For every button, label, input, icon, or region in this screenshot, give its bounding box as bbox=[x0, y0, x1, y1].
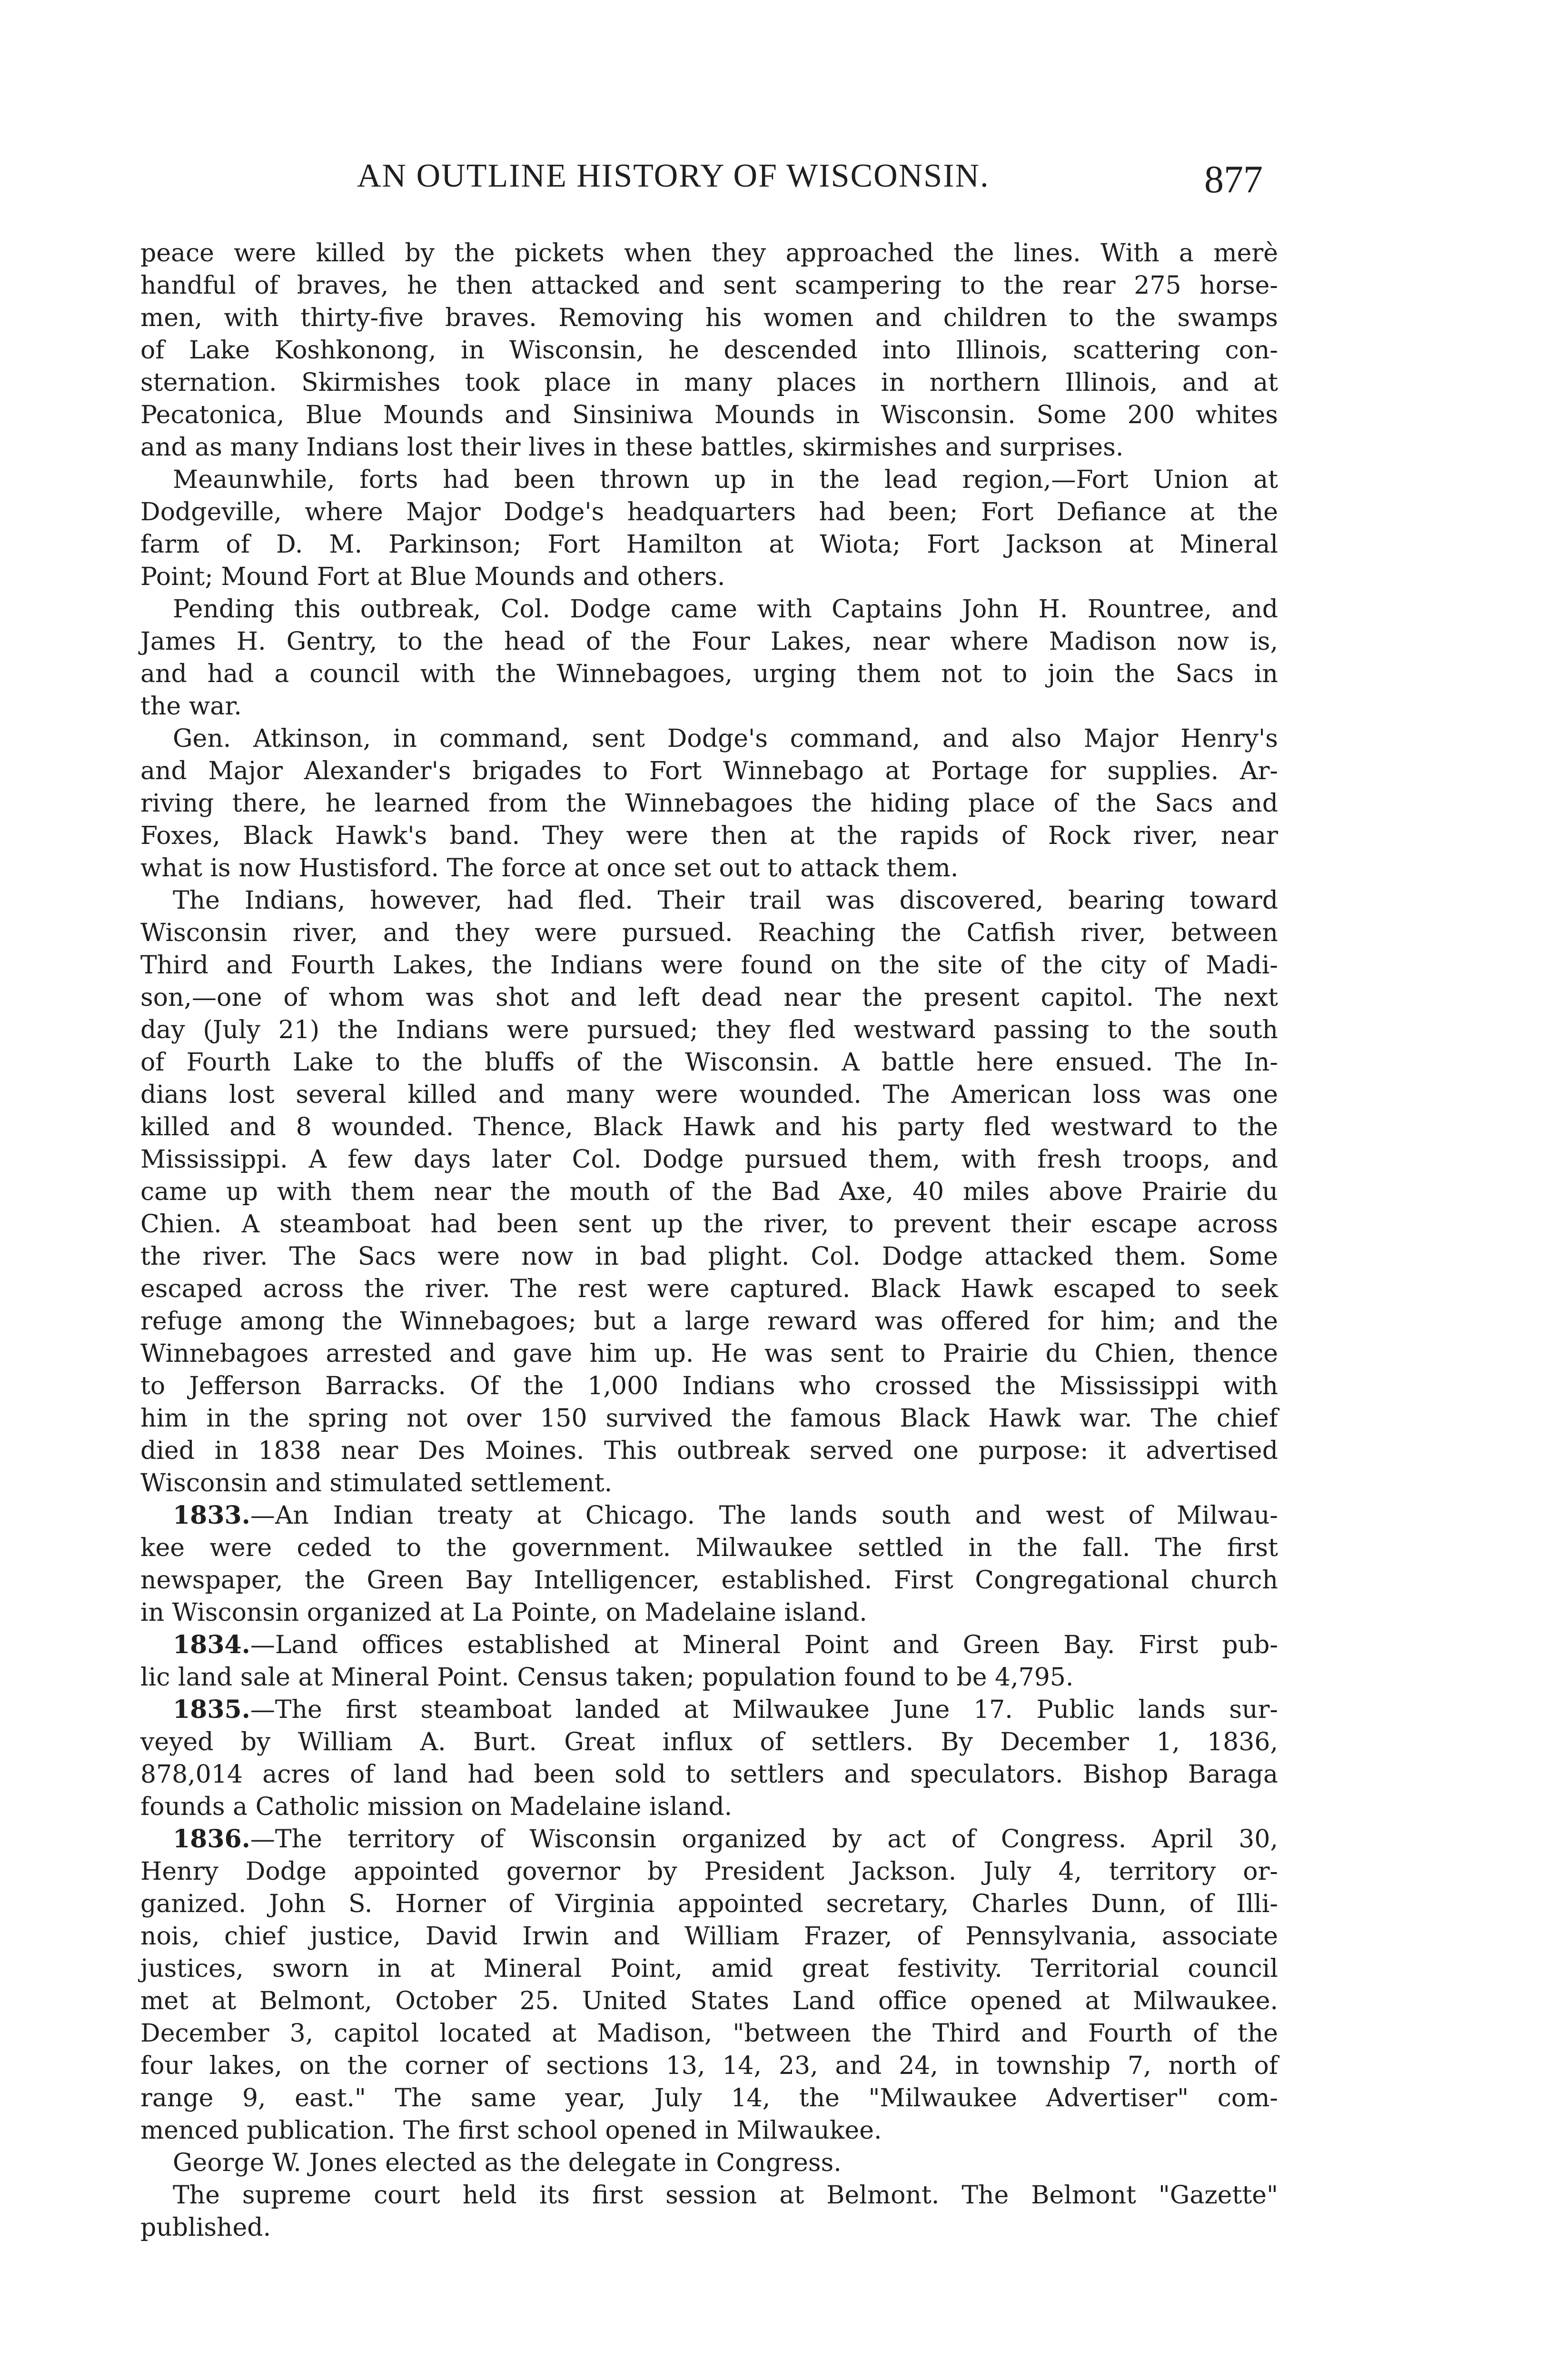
text-line bbox=[140, 2082, 1278, 2114]
text-line bbox=[140, 1694, 1278, 1726]
line-text: The supreme court held its first session at Belmont. The Belmont "Gazette" bbox=[173, 2181, 1278, 2210]
line-text: menced publication. The first school opened in Milwaukee. bbox=[140, 2116, 882, 2145]
year-heading: 1835. bbox=[173, 1695, 250, 1724]
text-line bbox=[140, 1661, 1278, 1694]
text-line bbox=[140, 399, 1278, 431]
text-line bbox=[140, 1597, 1278, 1629]
line-text: justices, sworn in at Mineral Point, amid great festivity. Territorial council bbox=[140, 1954, 1278, 1983]
text-line bbox=[140, 334, 1278, 367]
text-line bbox=[140, 1953, 1278, 1985]
text-line bbox=[140, 884, 1278, 917]
line-text: nois, chief justice, David Irwin and William Frazer, of Pennsylvania, associate bbox=[140, 1922, 1278, 1951]
line-text: Third and Fourth Lakes, the Indians were found on the site of the city of Madi- bbox=[140, 951, 1278, 980]
line-text: and as many Indians lost their lives in these battles, skirmishes and surprises. bbox=[140, 433, 1124, 462]
line-text: Foxes, Black Hawk's band. They were then at the rapids of Rock river, near bbox=[140, 822, 1278, 850]
text-line bbox=[140, 690, 1278, 723]
text-line bbox=[140, 464, 1278, 496]
text-line bbox=[140, 1435, 1278, 1467]
line-text: Mississippi. A few days later Col. Dodge pursued them, with fresh troops, and bbox=[140, 1145, 1278, 1174]
line-text: four lakes, on the corner of sections 13, 14, 23, and 24, in township 7, north of bbox=[140, 2052, 1278, 2080]
text-line bbox=[140, 1823, 1278, 1855]
line-text: Dodgeville, where Major Dodge's headquarters had been; Fort Defiance at the bbox=[140, 498, 1278, 526]
running-title: AN OUTLINE HISTORY OF WISCONSIN. bbox=[357, 158, 990, 194]
line-text: Pending this outbreak, Col. Dodge came with Captains John H. Rountree, and bbox=[173, 595, 1278, 624]
line-text: men, with thirty-five braves. Removing his women and children to the swamps bbox=[140, 304, 1278, 332]
text-line bbox=[140, 1273, 1278, 1305]
line-text: veyed by William A. Burt. Great influx of settlers. By December 1, 1836, bbox=[140, 1728, 1278, 1756]
text-line bbox=[140, 2211, 1278, 2244]
text-line bbox=[140, 431, 1278, 464]
line-text: Chien. A steamboat had been sent up the river, to prevent their escape across bbox=[140, 1210, 1278, 1239]
text-line bbox=[140, 367, 1278, 399]
text-line bbox=[140, 593, 1278, 625]
line-text: and Major Alexander's brigades to Fort Winnebago at Portage for supplies. Ar- bbox=[140, 757, 1278, 785]
line-text: Meaunwhile, forts had been thrown up in the lead region,—Fort Union at bbox=[173, 466, 1278, 494]
text-line bbox=[140, 561, 1278, 593]
line-text: lic land sale at Mineral Point. Census taken; population found to be 4,795. bbox=[140, 1663, 1074, 1692]
text-line bbox=[140, 1726, 1278, 1758]
line-text: what is now Hustisford. The force at once set out to attack them. bbox=[140, 854, 959, 883]
line-text: killed and 8 wounded. Thence, Black Hawk and his party fled westward to the bbox=[140, 1113, 1278, 1141]
line-text: Henry Dodge appointed governor by President Jackson. July 4, territory or- bbox=[140, 1857, 1278, 1886]
text-line bbox=[140, 949, 1278, 982]
text-line bbox=[140, 625, 1278, 658]
line-text: George W. Jones elected as the delegate in Congress. bbox=[173, 2149, 842, 2177]
text-line bbox=[140, 237, 1278, 269]
line-text: met at Belmont, October 25. United States Land office opened at Milwaukee. bbox=[140, 1987, 1278, 2015]
text-line bbox=[140, 1208, 1278, 1240]
line-text: to Jefferson Barracks. Of the 1,000 Indians who crossed the Mississippi with bbox=[140, 1372, 1278, 1400]
text-line bbox=[140, 1888, 1278, 1920]
line-text: him in the spring not over 150 survived the famous Black Hawk war. The chief bbox=[140, 1404, 1278, 1433]
text-line bbox=[140, 496, 1278, 528]
line-text: Wisconsin river, and they were pursued. Reaching the Catfish river, between bbox=[140, 919, 1278, 947]
text-line bbox=[140, 1467, 1278, 1499]
line-text: escaped across the river. The rest were captured. Black Hawk escaped to seek bbox=[140, 1275, 1278, 1303]
line-text: in Wisconsin organized at La Pointe, on Madelaine island. bbox=[140, 1598, 867, 1627]
line-text: refuge among the Winnebagoes; but a large reward was offered for him; and the bbox=[140, 1307, 1278, 1336]
line-text: the war. bbox=[140, 692, 242, 721]
text-line bbox=[140, 302, 1278, 334]
text-line bbox=[140, 2050, 1278, 2082]
line-text: and had a council with the Winnebagoes, urging them not to join the Sacs in bbox=[140, 660, 1278, 688]
text-line bbox=[140, 528, 1278, 561]
text-line bbox=[140, 2114, 1278, 2147]
text-line bbox=[140, 1370, 1278, 1402]
text-line bbox=[140, 1111, 1278, 1143]
line-text: —The territory of Wisconsin organized by act of Congress. April 30, bbox=[250, 1825, 1278, 1854]
text-line bbox=[140, 1855, 1278, 1888]
line-text: son,—one of whom was shot and left dead near the present capitol. The next bbox=[140, 983, 1278, 1012]
year-heading: 1834. bbox=[173, 1630, 250, 1659]
line-text: farm of D. M. Parkinson; Fort Hamilton at Wiota; Fort Jackson at Mineral bbox=[140, 530, 1278, 559]
line-text: Gen. Atkinson, in command, sent Dodge's command, and also Major Henry's bbox=[173, 724, 1278, 753]
text-line bbox=[140, 1499, 1278, 1532]
line-text: newspaper, the Green Bay Intelligencer, established. First Congregational church bbox=[140, 1566, 1278, 1595]
text-line bbox=[140, 269, 1278, 302]
text-line bbox=[140, 1564, 1278, 1597]
line-text: 878,014 acres of land had been sold to settlers and speculators. Bishop Baraga bbox=[140, 1760, 1278, 1789]
line-text: founds a Catholic mission on Madelaine island. bbox=[140, 1793, 733, 1821]
text-line bbox=[140, 755, 1278, 787]
text-line bbox=[140, 1014, 1278, 1046]
text-line bbox=[140, 1629, 1278, 1661]
text-line bbox=[140, 1079, 1278, 1111]
text-line bbox=[140, 2147, 1278, 2179]
text-line bbox=[140, 1920, 1278, 1953]
text-line bbox=[140, 917, 1278, 949]
line-text: sternation. Skirmishes took place in many places in northern Illinois, and at bbox=[140, 368, 1278, 397]
text-line bbox=[140, 2017, 1278, 2050]
text-line bbox=[140, 1305, 1278, 1338]
line-text: Wisconsin and stimulated settlement. bbox=[140, 1469, 613, 1497]
page-number: 877 bbox=[1204, 158, 1263, 201]
line-text: —An Indian treaty at Chicago. The lands south and west of Milwau- bbox=[250, 1501, 1278, 1530]
line-text: came up with them near the mouth of the Bad Axe, 40 miles above Prairie du bbox=[140, 1178, 1278, 1206]
text-line bbox=[140, 820, 1278, 852]
line-text: riving there, he learned from the Winnebagoes the hiding place of the Sacs and bbox=[140, 789, 1278, 818]
text-line bbox=[140, 2179, 1278, 2211]
text-line bbox=[140, 1338, 1278, 1370]
year-heading: 1833. bbox=[173, 1501, 250, 1530]
text-line bbox=[140, 787, 1278, 820]
line-text: range 9, east." The same year, July 14, the "Milwaukee Advertiser" com- bbox=[140, 2084, 1278, 2112]
line-text: peace were killed by the pickets when they approached the lines. With a merè bbox=[140, 239, 1278, 268]
line-text: of Fourth Lake to the bluffs of the Wisconsin. A battle here ensued. The In- bbox=[140, 1048, 1278, 1077]
year-heading: 1836. bbox=[173, 1825, 250, 1854]
text-line bbox=[140, 1758, 1278, 1791]
text-line bbox=[140, 1143, 1278, 1176]
text-line bbox=[140, 1532, 1278, 1564]
text-line bbox=[140, 1046, 1278, 1079]
line-text: dians lost several killed and many were wounded. The American loss was one bbox=[140, 1081, 1278, 1109]
line-text: died in 1838 near Des Moines. This outbreak served one purpose: it advertised bbox=[140, 1437, 1278, 1465]
text-line bbox=[140, 1791, 1278, 1823]
line-text: of Lake Koshkonong, in Wisconsin, he descended into Illinois, scattering con- bbox=[140, 336, 1278, 365]
line-text: —Land offices established at Mineral Point and Green Bay. First pub- bbox=[250, 1631, 1278, 1659]
line-text: December 3, capitol located at Madison, "between the Third and Fourth of the bbox=[140, 2019, 1278, 2048]
text-line bbox=[140, 1402, 1278, 1435]
line-text: handful of braves, he then attacked and sent scampering to the rear 275 horse- bbox=[140, 271, 1278, 300]
line-text: ganized. John S. Horner of Virginia appointed secretary, Charles Dunn, of Illi- bbox=[140, 1890, 1278, 1918]
text-line bbox=[140, 1240, 1278, 1273]
line-text: Winnebagoes arrested and gave him up. He was sent to Prairie du Chien, thence bbox=[140, 1339, 1278, 1368]
text-line bbox=[140, 1176, 1278, 1208]
text-line bbox=[140, 723, 1278, 755]
line-text: kee were ceded to the government. Milwaukee settled in the fall. The first bbox=[140, 1534, 1278, 1562]
page-header bbox=[143, 157, 1285, 209]
line-text: day (July 21) the Indians were pursued; they fled westward passing to the south bbox=[140, 1016, 1278, 1044]
text-line bbox=[140, 982, 1278, 1014]
line-text: The Indians, however, had fled. Their trail was discovered, bearing toward bbox=[173, 886, 1278, 915]
line-text: Pecatonica, Blue Mounds and Sinsiniwa Mounds in Wisconsin. Some 200 whites bbox=[140, 401, 1278, 429]
line-text: the river. The Sacs were now in bad plight. Col. Dodge attacked them. Some bbox=[140, 1242, 1278, 1271]
line-text: —The first steamboat landed at Milwaukee June 17. Public lands sur- bbox=[250, 1696, 1278, 1724]
text-line bbox=[140, 1985, 1278, 2017]
text-line bbox=[140, 658, 1278, 690]
line-text: published. bbox=[140, 2213, 271, 2242]
line-text: Point; Mound Fort at Blue Mounds and others. bbox=[140, 563, 725, 591]
line-text: James H. Gentry, to the head of the Four Lakes, near where Madison now is, bbox=[140, 627, 1278, 656]
text-line bbox=[140, 852, 1278, 884]
body-text bbox=[140, 237, 1278, 2244]
